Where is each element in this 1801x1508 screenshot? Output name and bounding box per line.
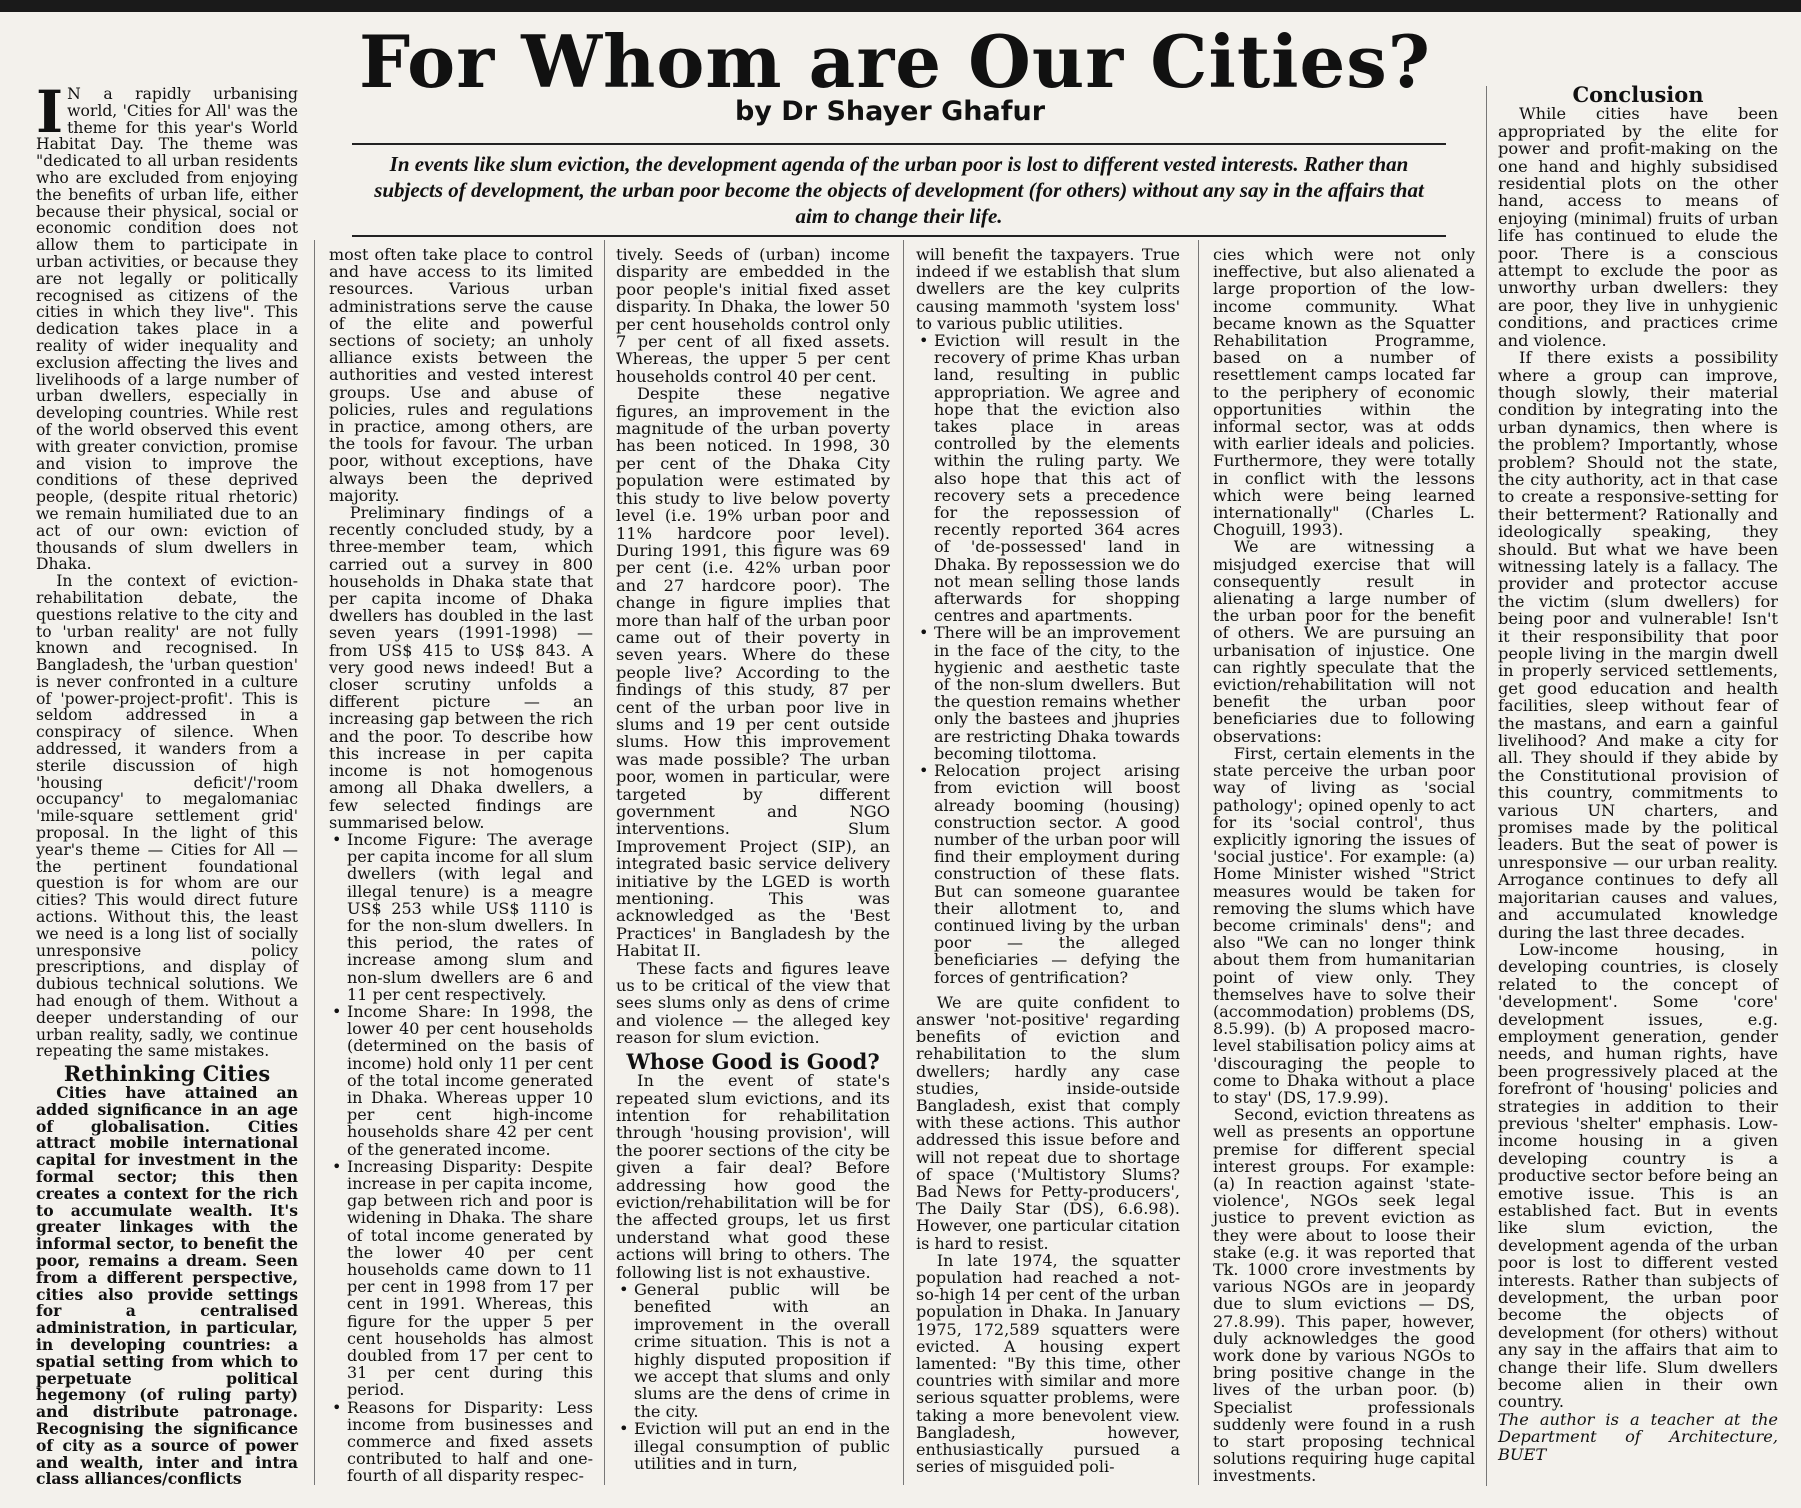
column-6 xyxy=(1498,82,1778,1464)
paragraph: Cities have attained an added significance in an age of globalisation. Cities attract mobile international capital for investment in the formal sector; this then creates a context for the rich to accumulate wealth. It's greater linkages with the informal sector, to benefit the poor, remains a dream. Seen from a different perspective, cities also provide settings for a centralised administration, in particular, in developing countries: a spatial setting from which to perpetuate political hegemony (of ruling party) and distribute patronage. Recognising the significance of city as a source of power and wealth, inter and intra class alliances/conflicts xyxy=(36,1083,298,1489)
intro-paragraph xyxy=(36,78,298,574)
paragraph: Second, eviction threatens as well as presents an opportune premise for different special interest groups. For example: (a) In reaction against 'state-violence', NGOs seek legal justice to prevent eviction as they were about to loose their stake (e.g. it was reported that Tk. 1000 crore investments by various NGOs are in jeopardy due to slum evictions — DS, 27.8.99). This paper, however, duly acknowledges the good work done by various NGOs to bring positive change in the lives of the urban poor. (b) Specialist professionals suddenly were found in a rush to start proposing technical solutions requiring huge capital investments. xyxy=(1213,1105,1475,1486)
paragraph: Despite these negative figures, an improvement in the magnitude of the urban poverty has been noticed. In 1998, 30 per cent of the Dhaka City population were estimated by this study to live below poverty level (i.e. 19% urban poor and 11% hardcore poor level). During 1991, this figure was 69 per cent (i.e. 42% urban poor and 27 hardcore poor). The change in figure implies that more than half of the urban poor came out of their poverty in seven years. Where do these people live? According to the findings of this study, 87 per cent of the urban poor live in slums and 19 per cent outside slums. How this improvement was made possible? The urban poor, women in particular, were targeted by different government and NGO interventions. Slum Improvement Project (SIP), an integrated basic service delivery initiative by the LGED is worth mentioning. This was acknowledged as the 'Best Practices' in Bangladesh by the Habitat II. xyxy=(616,384,890,961)
list-item: • Income Share: In 1998, the lower 40 per cent households (determined on the basis of income) hold only 11 per cent of the total income generated in Dhaka. Whereas upper 10 per cent high-income households share 42 per cent of the generated income. xyxy=(329,1003,593,1158)
column-rule xyxy=(1198,240,1199,1485)
paragraph: Preliminary findings of a recently concluded study, by a three-member team, which carried out a survey in 800 households in Dhaka state that per capita income of Dhaka dwellers has doubled in the last seven years (1991-1998) — from US$ 415 to US$ 843. A very good news indeed! But a closer scrutiny unfolds a different picture — an increasing gap between the rich and the poor. To describe how this increase in per capita income is not homogenous among all Dhaka dwellers, a few selected findings are summarised below. xyxy=(329,503,593,832)
paragraph: First, certain elements in the state perceive the urban poor way of living as 'social pathology'; opined openly to act for its 'social control', thus explicitly ignoring the issues of 'social justice'. For example: (a) Home Minister wished "Strict measures would be taken for removing the slums which have become criminals' dens"; and also "We can no longer think about them from humanitarian point of view only. They themselves have to solve their (accommodation) problems (DS, 8.5.99). (b) A proposed macro-level stabilisation policy aims at 'discouraging the people to come to Dhaka without a place to stay' (DS, 17.9.99). xyxy=(1213,743,1475,1107)
paragraph: In late 1974, the squatter population had reached a not-so-high 14 per cent of the urban population in Dhaka. In January 1975, 172,589 squatters were evicted. A housing expert lamented: "By this time, other countries with similar and more serious squatter problems, were taking a more benevolent view. Bangladesh, however, enthusiastically pursued a series of misguided poli- xyxy=(916,1250,1180,1477)
top-rule xyxy=(0,0,1801,12)
list-item: • Income Figure: The average per capita income for all slum dwellers (with legal and illegal tenure) is a meagre US$ 253 while US$ 1110 is for the non-slum dwellers. In this period, the rates of increase among slum and non-slum dwellers are 6 and 11 per cent respectively. xyxy=(329,831,593,1003)
column-1 xyxy=(36,78,298,1489)
paragraph: In the context of eviction-rehabilitation debate, the questions relative to the city and to 'urban reality' are not fully known and recognised. In Bangladesh, the 'urban question' is never confronted in a culture of 'power-project-profit'. This is seldom addressed in a conspiracy of silence. When addressed, it wanders from a sterile discussion of high 'housing deficit'/'room occupancy' to megalomaniac 'mile-square settlement grid' proposal. In the light of this year's theme — Cities for All — the pertinent foundational question is for whom are our cities? This would direct future actions. Without this, the least we need is a long list of socially unresponsive policy prescriptions, and display of dubious technical solutions. We had enough of them. Without a deeper understanding of our urban reality, sadly, we continue repeating the same mistakes. xyxy=(36,572,298,1061)
list-item: • Relocation project arising from eviction will boost already booming (housing) construction sector. A good number of the urban poor will find their employment during construction of these flats. But can someone guarantee their allotment to, and continued living by the urban poor — the alleged beneficiaries — defying the forces of gentrification? xyxy=(916,762,1180,986)
section-heading-rethinking-cities: Rethinking Cities xyxy=(63,1061,271,1087)
paragraph-text: N a rapidly urbanising world, 'Cities for All' was the theme for this year's World Habitat Day. The theme was "dedicated to all urban residents who are excluded from enjoying the benefits of urban life, either because their physical, social or economic condition does not allow them to participate in urban activities, or because they are not legally or politically recognised as citizens of the cities in which they live". This dedication takes place in a reality of wider inequality and exclusion affecting the lives and livelihoods of a large number of urban dwellers, especially in developing countries. While rest of the world observed this event with greater conviction, promise and vision to improve the conditions of these deprived people, (despite ritual rhetoric) we remain humiliated due to an act of our own: eviction of thousands of slum dwellers in Dhaka. xyxy=(36,85,298,574)
paragraph: We are quite confident to answer 'not-positive' regarding benefits of eviction and rehabilitation to the slum dwellers; hardly any case studies, inside-outside Bangladesh, exist that comply with these actions. This author addressed this issue before and will not repeat due to shortage of space ('Multistory Slums? Bad News for Petty-producers', The Daily Star (DS), 6.6.98). However, one particular citation is hard to resist. xyxy=(916,992,1180,1253)
benefits-list xyxy=(616,1281,890,1472)
list-item: • General public will be benefited with an improvement in the overall crime situation. This is not a highly disputed proposition if we accept that slums and only slums are the dens of crime in the city. xyxy=(616,1281,890,1420)
paragraph: will benefit the taxpayers. True indeed if we establish that slum dwellers are the key culprits causing mammoth 'system loss' to various public utilities. xyxy=(916,245,1180,333)
headline: For Whom are Our Cities? xyxy=(358,19,1431,104)
column-rule xyxy=(1486,86,1487,1486)
list-item: • There will be an improvement in the face of the city, to the hygienic and aesthetic taste of the non-slum dwellers. But the question remains whether only the bastees and jhupries are restricting Dhaka towards becoming tilottoma. xyxy=(916,624,1180,762)
author-note: The author is a teacher at the Department of Architecture, BUET xyxy=(1498,1409,1778,1464)
paragraph: Low-income housing, in developing countries, is closely related to the concept of 'development'. Some 'core' development issues, e.g. employment generation, gender needs, and human rights, have been progressively placed at the forefront of 'housing' policies and strategies in addition to their previous 'shelter' emphasis. Low-income housing in a given developing country is a productive sector before being an emotive issue. This is an established fact. But in events like slum eviction, the development agenda of the urban poor is lost to different vested interests. Rather than subjects of development, the urban poor become the objects of development (for others) without any say in the affairs that aim to change their life. Slum dwellers become alien in their own country. xyxy=(1498,939,1778,1412)
paragraph: cies which were not only ineffective, but also alienated a large proportion of the low-income community. What became known as the Squatter Rehabilitation Programme, based on a number of resettlement camps located far to the periphery of economic opportunities within the informal sector, was at odds with earlier ideals and policies. Furthermore, they were totally in conflict with the lessons which were being learned internationally" (Charles L. Choguill, 1993). xyxy=(1213,245,1475,540)
paragraph: We are witnessing a misjudged exercise that will consequently result in alienating a large number of the urban poor for the benefit of others. We are pursuing an urbanisation of injustice. One can rightly speculate that the eviction/rehabilitation will not benefit the urban poor beneficiaries due to following observations: xyxy=(1213,537,1475,746)
benefits-list-continued xyxy=(916,332,1180,986)
standfirst: In events like slum eviction, the development agenda of the urban poor is lost to different vested interests. Rather than subjects of development, the urban poor become the objects of development (for others) without any say in the affairs that aim to change their life. xyxy=(352,143,1446,237)
list-item: • Eviction will put an end in the illegal consumption of public utilities and in turn, xyxy=(616,1420,890,1472)
paragraph: most often take place to control and have access to its limited resources. Various urban administrations serve the cause of the elite and powerful sections of society; an unholy alliance exists between the authorities and vested interest groups. Use and abuse of policies, rules and regulations in practice, among others, are the tools for favour. The urban poor, without exceptions, have always been the deprived majority. xyxy=(329,245,593,505)
list-item: • Increasing Disparity: Despite increase in per capita income, gap between rich and poor is widening in Dhaka. The share of total income generated by the lower 40 per cent households came down to 11 per cent in 1998 from 17 per cent in 1991. Whereas, this figure for the upper 5 per cent households has almost doubled from 17 per cent to 31 per cent during this period. xyxy=(329,1158,593,1399)
column-2 xyxy=(329,246,593,1485)
section-heading-whose-good: Whose Good is Good? xyxy=(626,1048,880,1074)
column-3 xyxy=(616,246,890,1472)
paragraph: If there exists a possibility where a group can improve, though slowly, their material condition by integrating into the urban dynamics, then where is the problem? Importantly, whose problem? Should not the state, the city authority, act in that case to create a responsive-setting for their betterment? Rationally and ideologically speaking, they should. But what we have been witnessing lately is a fallacy. The provider and protector accuse the victim (slum dwellers) for being poor and vulnerable! Isn't it their responsibility that poor people living in the margin dwell in properly serviced settlements, get good education and health facilities, sleep without fear of the mastans, and earn a gainful livelihood? And make a city for all. They should if they abide by the Constitutional provision of this country, commitments to various UN charters, and promises made by the political leaders. But the seat of power is unresponsive — our urban reality. Arrogance continues to defy all majoritarian causes and values, and accumulated knowledge during the last three decades. xyxy=(1498,348,1778,942)
findings-list xyxy=(329,831,593,1485)
column-5 xyxy=(1213,246,1475,1485)
list-item: • Eviction will result in the recovery of prime Khas urban land, resulting in public appropriation. We agree and hope that the eviction also takes place in areas controlled by the elements within the ruling party. We also hope that this act of recovery sets a precedence for the repossession of recently reported 364 acres of 'de-possessed' land in Dhaka. By repossession we do not mean selling those lands afterwards for shopping centres and apartments. xyxy=(916,332,1180,624)
column-4 xyxy=(916,246,1180,1475)
column-rule xyxy=(314,240,315,1485)
paragraph: In the event of state's repeated slum evictions, and its intention for rehabilitation through 'housing provision', will the poorer sections of the city be given a fair deal? Before addressing how good the eviction/rehabilitation will be for the affected groups, let us first understand what good these actions will bring to others. The following list is not exhaustive. xyxy=(616,1071,890,1282)
drop-cap: I xyxy=(36,78,64,146)
paragraph: tively. Seeds of (urban) income disparity are embedded in the poor people's initial fixed asset disparity. In Dhaka, the lower 50 per cent households control only 7 per cent of all fixed assets. Whereas, the upper 5 per cent households control 40 per cent. xyxy=(616,245,890,386)
paragraph: These facts and figures leave us to be critical of the view that sees slums only as dens of crime and violence — the alleged key reason for slum eviction. xyxy=(616,958,890,1048)
column-rule xyxy=(604,240,605,1485)
column-rule xyxy=(903,240,904,1485)
paragraph: While cities have been appropriated by the elite for power and profit-making on the one hand and highly subsidised residential plots on the other hand, access to means of enjoying (minimal) fruits of urban life has continued to elude the poor. There is a conscious attempt to exclude the poor as unworthy urban dwellers: they are poor, they live in unhygienic conditions, and practices crime and violence. xyxy=(1498,104,1778,350)
list-item: • Reasons for Disparity: Less income from businesses and commerce and fixed assets contributed to half and one-fourth of all disparity respec- xyxy=(329,1399,593,1485)
byline: by Dr Shayer Ghafur xyxy=(734,96,1046,127)
section-heading-conclusion: Conclusion xyxy=(1572,82,1704,107)
